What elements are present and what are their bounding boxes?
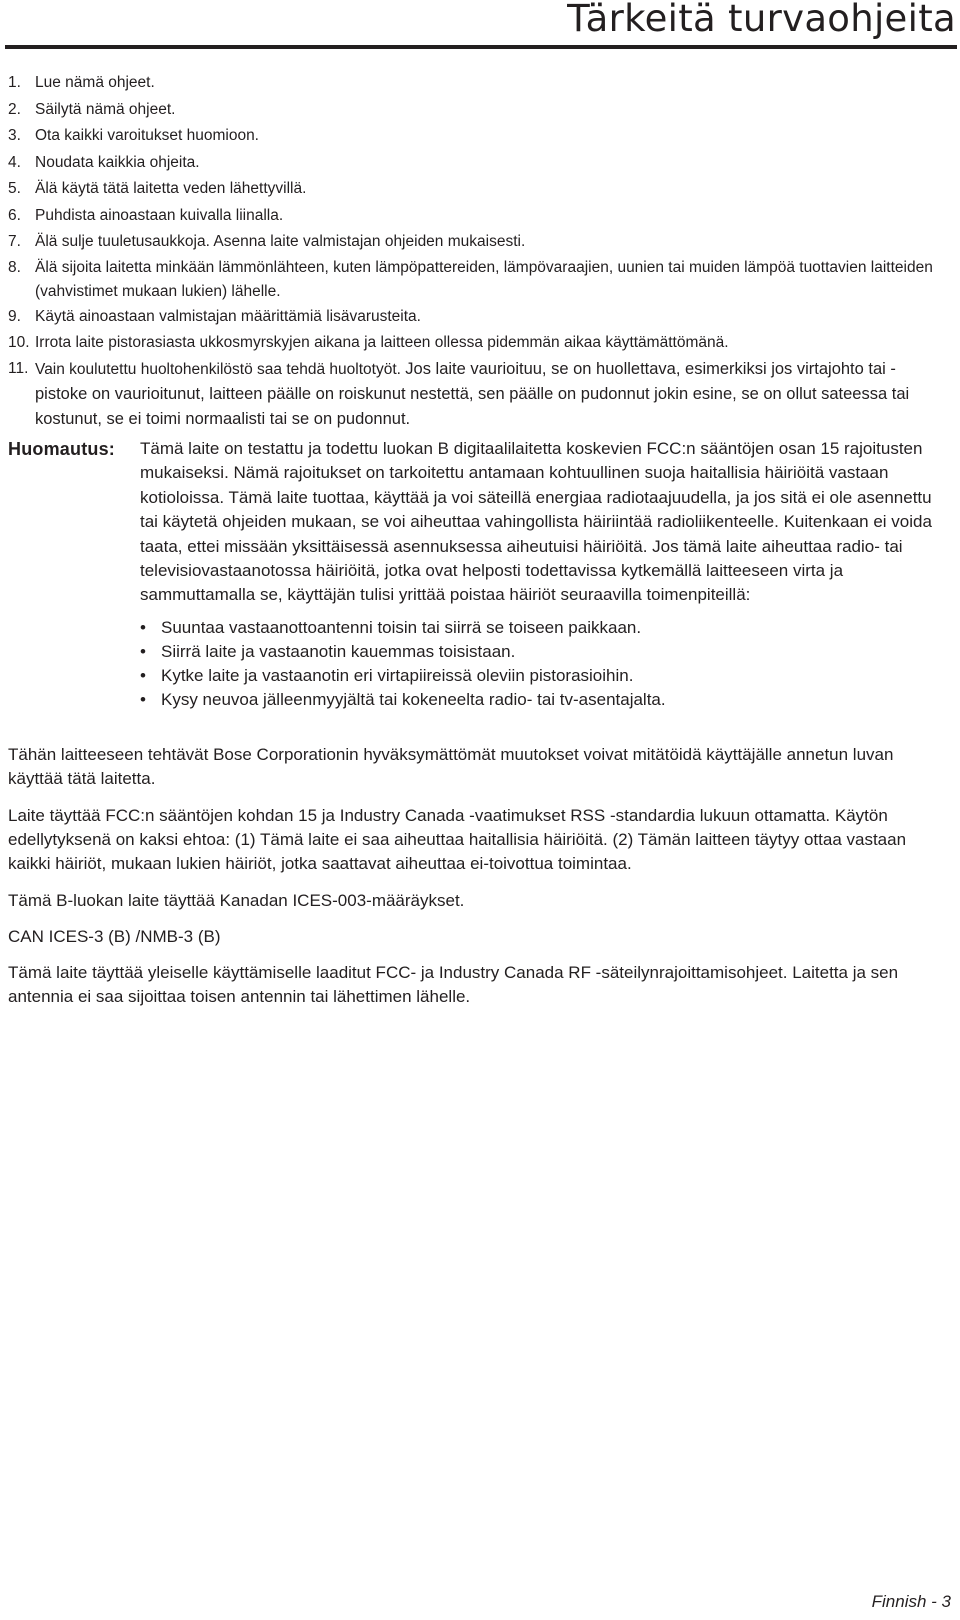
paragraph-can-ices: CAN ICES-3 (B) /NMB-3 (B) (8, 927, 221, 946)
page-title: Tärkeitä turvaohjeita (567, 0, 956, 40)
list-item-text: Lue nämä ohjeet. (35, 74, 155, 91)
bullet-icon: • (140, 690, 146, 710)
list-item (8, 256, 948, 304)
list-item (8, 176, 948, 203)
bullet-icon: • (140, 642, 146, 662)
list-item (8, 203, 948, 230)
list-item-number: 2. (8, 100, 21, 118)
page-footer: Finnish - 3 (871, 1592, 951, 1611)
list-item-number: 9. (8, 307, 21, 325)
list-item-text-lead: Vain koulutettu huoltohenkilöstö saa tehdä huoltotyöt. (35, 360, 401, 378)
list-item-text: Älä käytä tätä laitetta veden lähettyvillä. (35, 180, 307, 197)
safety-instructions-list (8, 70, 948, 432)
list-item-number: 7. (8, 233, 21, 250)
list-item-text: Noudata kaikkia ohjeita. (35, 153, 200, 171)
list-item-text: Älä sijoita laitetta minkään lämmönlähteen, kuten lämpöpattereiden, lämpövaraajien, uunien tai muiden lämpöä tuottavien laitteiden (vahvistimet mukaan lukien) lähelle. (35, 258, 933, 300)
list-item (140, 688, 948, 712)
list-item (8, 97, 948, 124)
list-item (8, 150, 948, 177)
list-item-number: 5. (8, 180, 21, 197)
bullet-text: Siirrä laite ja vastaanotin kauemmas toisistaan. (161, 642, 516, 662)
bullet-text: Suuntaa vastaanottoantenni toisin tai siirrä se toiseen paikkaan. (161, 617, 642, 637)
list-item-text: Käytä ainoastaan valmistajan määrittämiä lisävarusteita. (35, 307, 421, 325)
list-item-number: 1. (8, 74, 21, 91)
list-item (140, 664, 948, 688)
list-item-text: Säilytä nämä ohjeet. (35, 100, 176, 118)
list-item-text: Ota kaikki varoitukset huomioon. (35, 127, 259, 144)
list-item (8, 229, 948, 256)
paragraph-modifications: Tähän laitteeseen tehtävät Bose Corporationin hyväksymättömät muutokset voivat mitätöidä käyttäjälle annetun luvan käyttää tätä laitetta. (8, 745, 894, 788)
list-item-text: Puhdista ainoastaan kuivalla liinalla. (35, 206, 284, 224)
list-item-number: 11. (8, 359, 29, 377)
list-item (140, 616, 948, 640)
list-item (8, 304, 948, 331)
note-body: Tämä laite on testattu ja todettu luokan B digitaalilaitetta koskevien FCC:n sääntöjen osan 15 rajoitusten mukaiseksi. Nämä rajoitukset on tarkoitettu antamaan kohtuullinen suoja haitallisia häiriöitä vastaan kotioloissa. Tämä laite tuottaa, käyttää ja voi säteillä energiaa radiotaajuudella, ja jos sitä ei ole asennettu tai käytetä ohjeiden mukaan, se voi aiheuttaa vahingollista häiriintää radioliikenteelle. Kuitenkaan ei voida taata, ettei missään yksittäisessä asennuksessa aiheutuisi häiriöitä. Jos tämä laite aiheuttaa radio- tai televisiovastaanotossa häiriöitä, jotka ovat helposti todettavissa kytkemällä laitteeseen virta ja sammuttamalla se, käyttäjän tulisi yrittää poistaa häiriöt seuraavilla toimenpiteillä: (140, 439, 932, 605)
list-item-text: Jos laite vaurioituu, se on huollettava, esimerkiksi jos virtajohto tai -pistoke on vaurioitunut, laitteen päälle on roiskunut nestettä, sen päälle on pudonnut jokin esine, se on ollut sateessa tai kostunut, se ei toimi normaalisti tai se on pudonnut. (35, 359, 910, 428)
list-item-number: 8. (8, 258, 21, 276)
bullet-text: Kysy neuvoa jälleenmyyjältä tai kokeneelta radio- tai tv-asentajalta. (161, 690, 666, 710)
list-item-number: 6. (8, 206, 21, 224)
bullet-icon: • (140, 617, 146, 637)
paragraph-rf-exposure: Tämä laite täyttää yleiselle käyttämiselle laaditut FCC- ja Industry Canada RF -säteilynrajoittamisohjeet. Laitetta ja sen antennia ei saa sijoittaa toisen antennin tai lähettimen lähelle. (8, 963, 899, 1006)
list-item (8, 357, 948, 432)
list-item-text: Irrota laite pistorasiasta ukkosmyrskyjen aikana ja laitteen ollessa pidemmän aikaa käyttämättömänä. (35, 334, 729, 351)
list-item-number: 3. (8, 127, 21, 144)
bullet-icon: • (140, 666, 146, 686)
note-block (8, 437, 948, 713)
title-divider (5, 45, 957, 49)
list-item-number: 10. (8, 334, 30, 351)
list-item (8, 70, 948, 97)
bullet-text: Kytke laite ja vastaanotin eri virtapiireissä oleviin pistorasioihin. (161, 666, 634, 686)
note-label: Huomautus: (8, 439, 115, 459)
list-item (8, 123, 948, 150)
list-item-text: Älä sulje tuuletusaukkoja. Asenna laite valmistajan ohjeiden mukaisesti. (35, 233, 526, 250)
list-item (140, 640, 948, 664)
note-bullet-list (140, 616, 948, 713)
paragraph-ices: Tämä B-luokan laite täyttää Kanadan ICES-003-määräykset. (8, 891, 465, 910)
paragraph-fcc-compliance: Laite täyttää FCC:n sääntöjen kohdan 15 ja Industry Canada -vaatimukset RSS -standardia lukuun ottamatta. Käytön edellytyksenä on kaksi ehtoa: (1) Tämä laite ei saa aiheuttaa haitallisia häiriöitä. (2) Tämän laitteen täytyy ottaa vastaan kaikki häiriöt, mukaan lukien häiriöt, jotka saattavat aiheuttaa ei-toivottua toimintaa. (8, 806, 907, 873)
list-item (8, 330, 948, 357)
list-item-number: 4. (8, 153, 21, 171)
